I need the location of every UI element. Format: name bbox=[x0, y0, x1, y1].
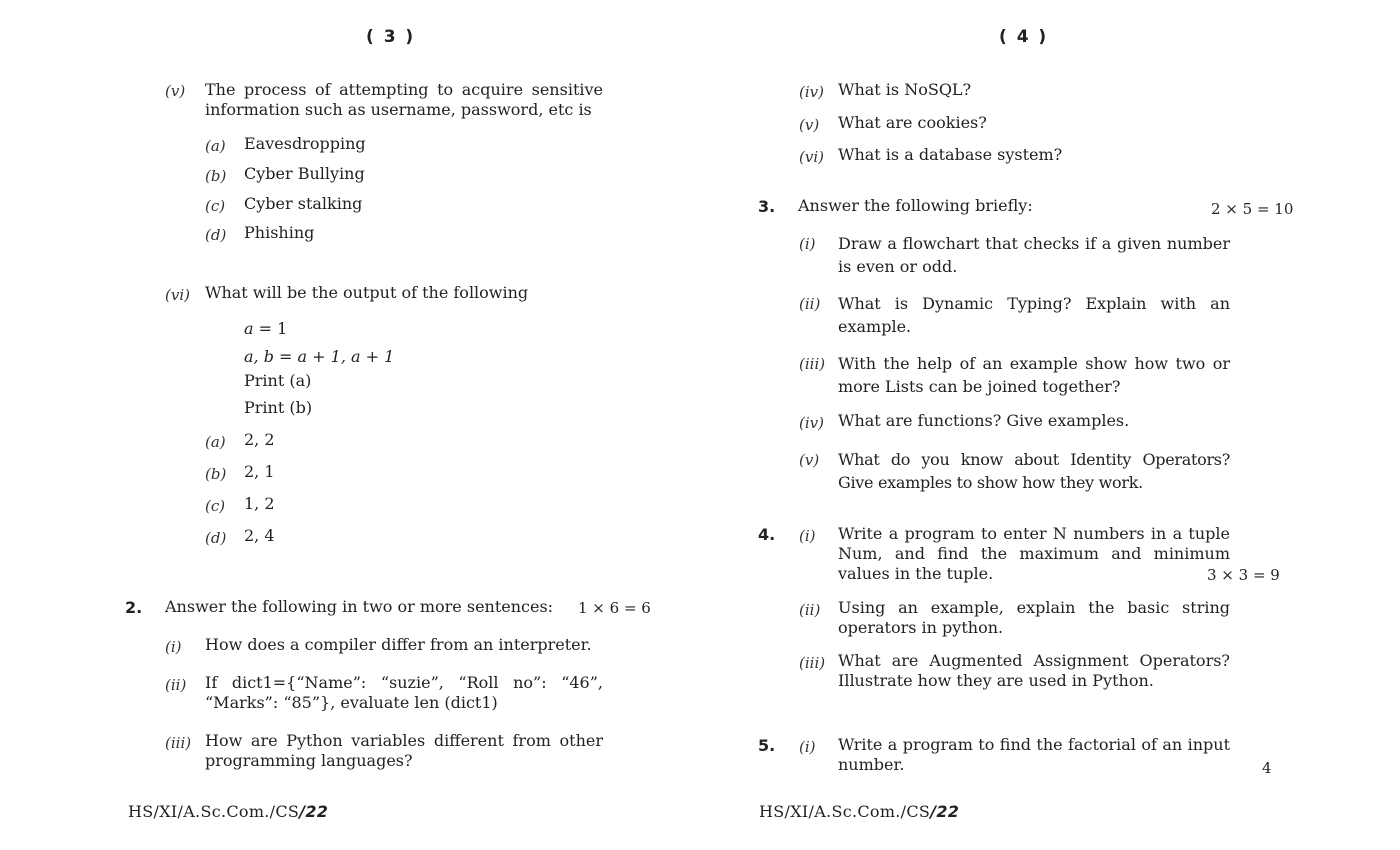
footer-right bbox=[759, 802, 959, 821]
part-label: (v) bbox=[799, 451, 820, 469]
option-text: Cyber Bullying bbox=[244, 164, 365, 183]
question-number: 2. bbox=[125, 598, 143, 617]
part-label: (i) bbox=[799, 235, 816, 253]
code-rest: = 1 bbox=[253, 319, 288, 338]
question-text: Answer the following briefly: bbox=[798, 196, 1033, 215]
marks: 2 × 5 = 10 bbox=[1211, 200, 1294, 218]
part-label: (v) bbox=[799, 116, 820, 134]
code-line-4: Print (b) bbox=[244, 398, 313, 417]
part-text: What is NoSQL? bbox=[838, 80, 972, 99]
question-label: (v) bbox=[165, 82, 186, 100]
option-text: 2, 4 bbox=[244, 526, 275, 545]
footer-left bbox=[128, 802, 328, 821]
part-label: (ii) bbox=[799, 295, 821, 313]
question-number: 5. bbox=[758, 736, 776, 755]
option-label: (a) bbox=[205, 433, 226, 451]
footer-year: /22 bbox=[930, 802, 960, 821]
part-text: If dict1={“Name”: “suzie”, “Roll no”: “46”, “Marks”: “85”}, evaluate len (dict1) bbox=[205, 673, 603, 712]
footer-code: HS/XI/A.Sc.Com./CS bbox=[128, 802, 300, 821]
option-text: 1, 2 bbox=[244, 494, 275, 513]
option-label: (b) bbox=[205, 465, 227, 483]
part-label: (ii) bbox=[799, 601, 821, 619]
option-text: Cyber stalking bbox=[244, 194, 363, 213]
page-number-left: ( 3 ) bbox=[366, 27, 416, 47]
part-label: (i) bbox=[799, 527, 816, 545]
part-label: (iv) bbox=[799, 414, 824, 432]
question-number: 4. bbox=[758, 525, 776, 544]
marks: 3 × 3 = 9 bbox=[1207, 566, 1280, 584]
footer-code: HS/XI/A.Sc.Com./CS bbox=[759, 802, 931, 821]
code-line-2: a, b = a + 1, a + 1 bbox=[244, 347, 395, 366]
page-number-right: ( 4 ) bbox=[999, 27, 1049, 47]
part-text: What are cookies? bbox=[838, 113, 987, 132]
marks: 4 bbox=[1262, 759, 1272, 777]
part-text: Write a program to enter N numbers in a tuple Num, and find the maximum and minimum values in the tuple. bbox=[838, 524, 1230, 583]
question-label: (vi) bbox=[165, 286, 190, 304]
code-var: a bbox=[244, 319, 254, 338]
footer-year: /22 bbox=[299, 802, 329, 821]
part-text: Write a program to find the factorial of an input number. bbox=[838, 735, 1230, 774]
question-text: What will be the output of the following bbox=[205, 283, 529, 302]
option-label: (d) bbox=[205, 226, 227, 244]
part-label: (iv) bbox=[799, 83, 824, 101]
option-text: Eavesdropping bbox=[244, 134, 366, 153]
part-text: How are Python variables different from other programming languages? bbox=[205, 731, 603, 770]
part-label: (ii) bbox=[165, 676, 187, 694]
option-label: (c) bbox=[205, 197, 226, 215]
code-line-3: Print (a) bbox=[244, 371, 312, 390]
part-label: (iii) bbox=[799, 355, 826, 373]
option-text: 2, 2 bbox=[244, 430, 275, 449]
option-text: Phishing bbox=[244, 223, 315, 242]
part-text: With the help of an example show how two or more Lists can be joined together? bbox=[838, 354, 1230, 396]
question-number: 3. bbox=[758, 197, 776, 216]
part-text: Draw a flowchart that checks if a given number is even or odd. bbox=[838, 234, 1230, 276]
question-text: Answer the following in two or more sentences: bbox=[165, 597, 554, 616]
code-line-1 bbox=[244, 319, 287, 339]
part-label: (vi) bbox=[799, 148, 824, 166]
option-label: (d) bbox=[205, 529, 227, 547]
option-label: (a) bbox=[205, 137, 226, 155]
part-text: Using an example, explain the basic string operators in python. bbox=[838, 598, 1230, 637]
option-label: (b) bbox=[205, 167, 227, 185]
part-text: What are Augmented Assignment Operators? Illustrate how they are used in Python. bbox=[838, 651, 1230, 690]
option-label: (c) bbox=[205, 497, 226, 515]
marks: 1 × 6 = 6 bbox=[578, 599, 651, 617]
part-text: What do you know about Identity Operators? Give examples to show how they work. bbox=[838, 450, 1230, 492]
part-label: (i) bbox=[165, 638, 182, 656]
question-text: The process of attempting to acquire sensitive information such as username, password, etc is bbox=[205, 80, 603, 119]
part-label: (iii) bbox=[799, 654, 826, 672]
part-text: What is a database system? bbox=[838, 145, 1063, 164]
part-label: (iii) bbox=[165, 734, 192, 752]
part-text: What are functions? Give examples. bbox=[838, 411, 1130, 430]
part-text: What is Dynamic Typing? Explain with an example. bbox=[838, 294, 1230, 336]
part-label: (i) bbox=[799, 738, 816, 756]
option-text: 2, 1 bbox=[244, 462, 275, 481]
part-text: How does a compiler differ from an interpreter. bbox=[205, 635, 592, 654]
